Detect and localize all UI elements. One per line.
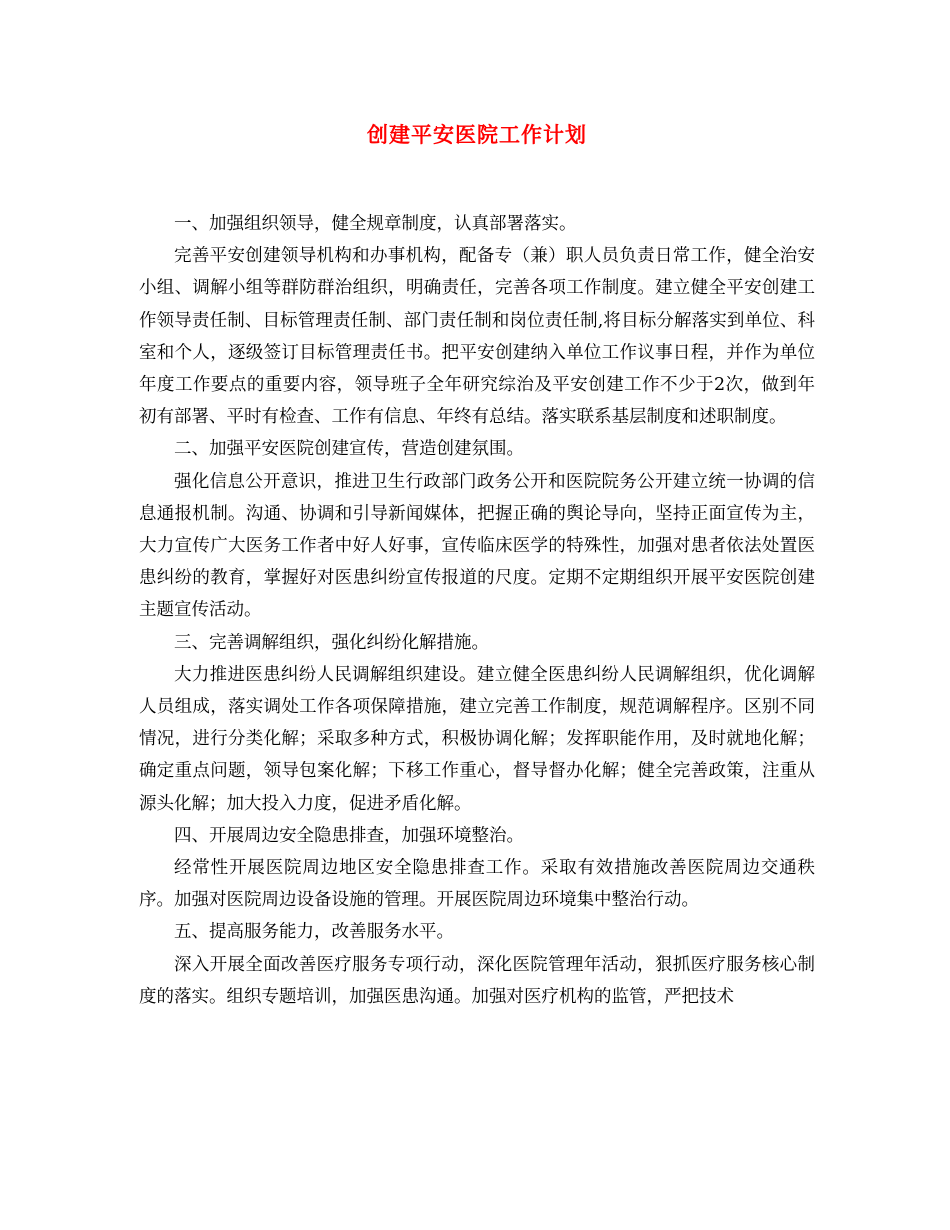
section-heading-3: 三、完善调解组织，强化纠纷化解措施。 [174, 632, 489, 653]
section-body-2: 强化信息公开意识，推进卫生行政部门政务公开和医院院务公开建立统一协调的信息通报机制。沟通、协调和引导新闻媒体，把握正确的舆论导向，坚持正面宣传为主，大力宣传广大医务工作者中好人好事，宣传临床医学的特殊性，加强对患者依法处置医患纠纷的教育，掌握好对医患纠纷宣传报道的尺度。定期不定期组织开展平安医院创建主题宣传活动。 [139, 471, 815, 621]
document-title: 创建平安医院工作计划 [367, 122, 587, 147]
section-heading-4: 四、开展周边安全隐患排查，加强环境整治。 [174, 825, 524, 846]
section-body-5: 深入开展全面改善医疗服务专项行动，深化医院管理年活动，狠抓医疗服务核心制度的落实。组织专题培训，加强医患沟通。加强对医疗机构的监管，严把技术 [139, 954, 815, 1007]
document-page [139, 110, 815, 1013]
section-heading-2: 二、加强平安医院创建宣传，营造创建氛围。 [174, 439, 524, 460]
section-body-3: 大力推进医患纠纷人民调解组织建设。建立健全医患纠纷人民调解组织，优化调解人员组成，落实调处工作各项保障措施，建立完善工作制度，规范调解程序。区别不同情况，进行分类化解；采取多种方式，积极协调化解；发挥职能作用，及时就地化解；确定重点问题，领导包案化解；下移工作重心，督导督办化解；健全完善政策，注重从源头化解；加大投入力度，促进矛盾化解。 [139, 664, 815, 814]
section-body-1: 完善平安创建领导机构和办事机构，配备专（兼）职人员负责日常工作，健全治安小组、调解小组等群防群治组织，明确责任，完善各项工作制度。建立健全平安创建工作领导责任制、目标管理责任制、部门责任制和岗位责任制,将目标分解落实到单位、科室和个人，逐级签订目标管理责任书。把平安创建纳入单位工作议事日程，并作为单位年度工作要点的重要内容，领导班子全年研究综治及平安创建工作不少于2次，做到年初有部署、平时有检查、工作有信息、年终有总结。落实联系基层制度和述职制度。 [139, 246, 815, 428]
section-heading-5: 五、提高服务能力，改善服务水平。 [174, 922, 454, 943]
section-body-4: 经常性开展医院周边地区安全隐患排查工作。采取有效措施改善医院周边交通秩序。加强对医院周边设备设施的管理。开展医院周边环境集中整治行动。 [139, 858, 815, 911]
section-heading-1: 一、加强组织领导，健全规章制度，认真部署落实。 [174, 214, 577, 234]
